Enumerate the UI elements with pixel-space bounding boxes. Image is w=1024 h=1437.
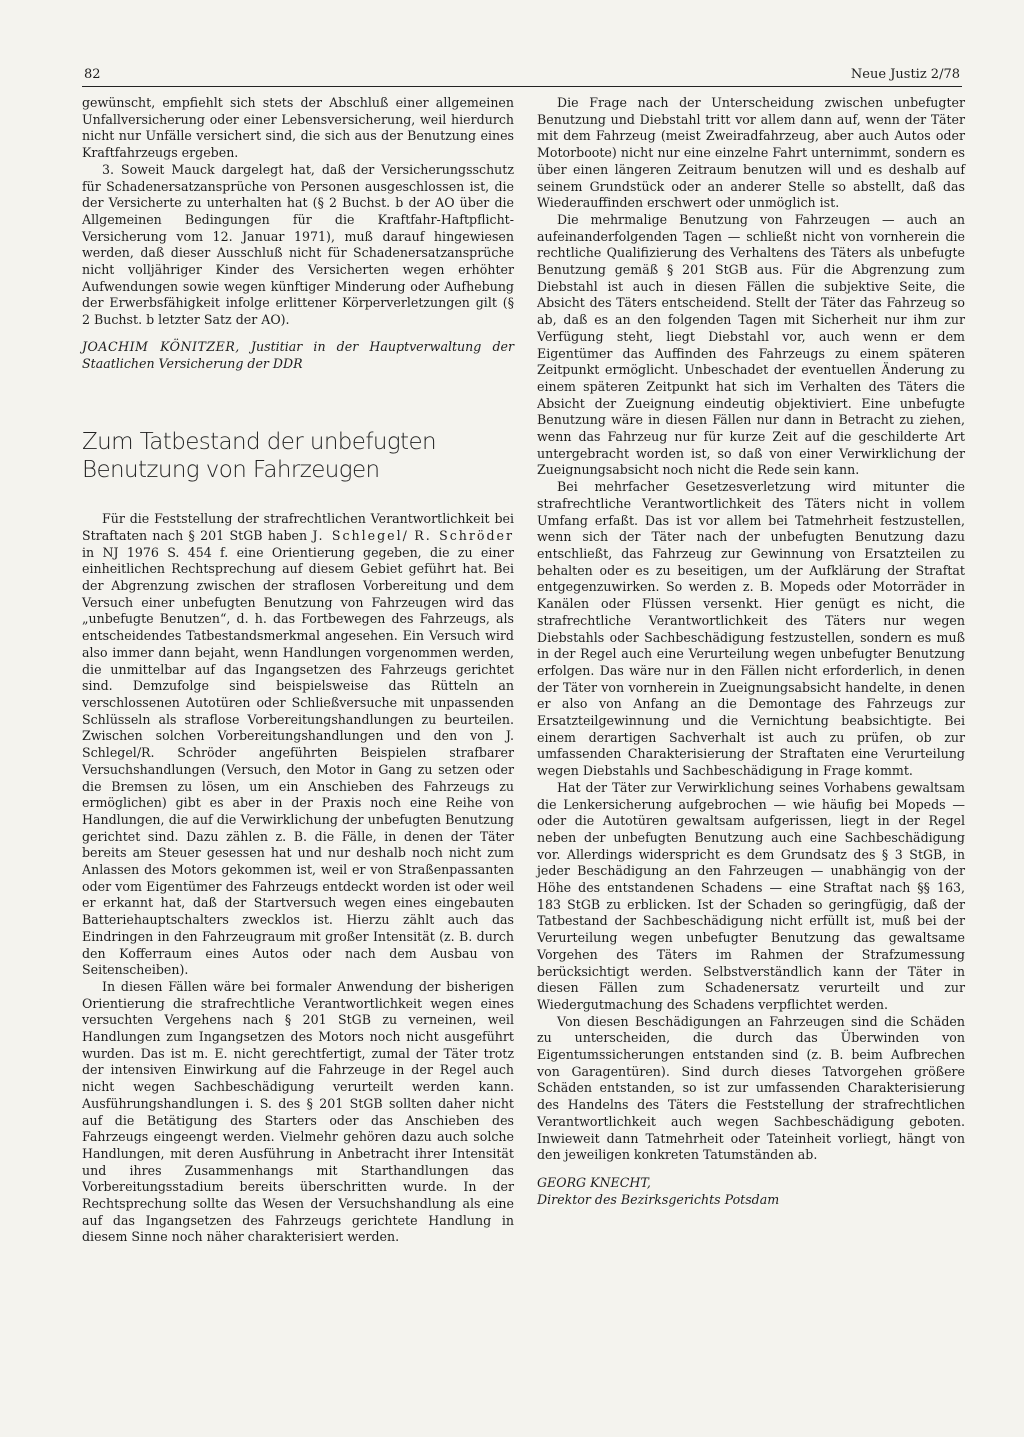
signature-role-knecht: Direktor des Bezirksgerichts Potsdam <box>537 1192 780 1207</box>
page-number: 82 <box>84 67 101 82</box>
signature-koenitzer <box>82 339 514 372</box>
signature-knecht <box>537 1174 965 1208</box>
journal-issue: Neue Justiz 2/78 <box>850 67 960 82</box>
left-paragraph-1: gewünscht, empfiehlt sich stets der Abschluß einer allgemeinen Unfallversicherung oder einer Lebensversicherung, weil hierdurch nicht nur Unfälle versichert sind, die sich aus der Benutzung eines Kraftfahrzeugs ergeben. <box>82 95 514 161</box>
right-paragraph-4: Hat der Täter zur Verwirklichung seines Vorhabens gewaltsam die Lenkersicherung aufgebrochen — wie häufig bei Mopeds — oder die Autotüren gewaltsam aufgerissen, liegt in der Regel neben der unbefugten Benutzung auch eine Sachbeschädigung vor. Allerdings widerspricht es dem Grundsatz des § 3 StGB, in jeder Beschädigung an den Fahrzeugen — unabhängig von der Höhe des entstandenen Schadens — eine Straftat nach §§ 163, 183 StGB zu erblicken. Ist der Schaden so geringfügig, daß der Tatbestand der Sachbeschädigung nicht erfüllt ist, muß bei der Verurteilung wegen unbefugter Benutzung das gewaltsame Vorgehen des Täters im Rahmen der Strafzumessung berücksichtigt werden. Selbstverständlich kann der Täter in diesen Fällen zum Schadenersatz verurteilt und zur Wiedergutmachung des Schadens verpflichtet werden. <box>537 779 965 1012</box>
page-header <box>82 64 962 87</box>
p3-text-b: in NJ 1976 S. 454 f. eine Orientierung gegeben, die zu einer einheitlichen Rechtsprechung auf diesem Gebiet geführt hat. Bei der Abgrenzung zwischen der straflosen Vorbereitung und dem Versuch einer unbefugten Benutzung von Fahrzeugen wird das „unbefugte Benutzen“, d. h. das Fortbewegen des Fahrzeugs, als entscheidendes Tatbestandsmerkmal angesehen. Ein Versuch wird also immer dann bejaht, wenn Handlungen vorgenommen werden, die unmittelbar auf das Ingangsetzen des Fahrzeugs gerichtet sind. Demzufolge sind beispielsweise das Rütteln an verschlossenen Autotüren oder Schließversuche mit unpassenden Schlüsseln als straflose Vorbereitungshandlungen zu beurteilen. Zwischen solchen Vorbereitungshandlungen und den von J. Schlegel/R. Schröder angeführten Beispielen strafbarer Versuchshandlungen (Versuch, den Motor in Gang zu setzen oder die Bremsen zu lösen, um ein Anschieben des Fahrzeugs zu ermöglichen) gibt es aber in der Praxis noch eine Reihe von Handlungen, die auf die Verwirklichung der unbefugten Benutzung gerichtet sind. Dazu zählen z. B. die Fälle, in denen der Täter bereits am Steuer gesessen hat und nur deshalb noch nicht zum Anlassen des Motors gekommen ist, weil er von Straßenpassanten oder vom Eigentümer des Fahrzeugs entdeckt worden ist oder weil er erkannt hat, daß der Startversuch wegen eines eingebauten Batteriehauptschalters zwecklos ist. Hierzu zählt auch das Eindringen in den Fahrzeugraum mit großer Intensität (z. B. durch den Kofferraum eines Autos oder nach dem Ausbau von Seitenscheiben). <box>82 544 514 978</box>
article-title: Zum Tatbestand der unbefugten Benutzung von Fahrzeugen <box>82 429 436 484</box>
left-paragraph-3 <box>82 511 514 979</box>
left-paragraph-4: In diesen Fällen wäre bei formaler Anwendung der bisherigen Orientierung die strafrechtliche Verantwortlichkeit wegen eines versuchten Vergehens nach § 201 StGB zu verneinen, weil Handlungen zum Ingangsetzen des Motors noch nicht ausgeführt wurden. Das ist m. E. nicht gerechtfertigt, zumal der Täter trotz der intensiven Einwirkung auf die Fahrzeuge in der Regel auch nicht wegen Sachbeschädigung verurteilt werden kann. Ausführungshandlungen i. S. des § 201 StGB sollten daher nicht auf die Betätigung des Starters oder das Anschieben des Fahrzeugs eingeengt werden. Vielmehr gehören dazu auch solche Handlungen, mit deren Ausführung in Anbetracht ihrer Intensität und ihres Zusammenhangs mit Starthandlungen das Vorbereitungsstadium bereits überschritten wurde. In der Rechtsprechung sollte das Wesen der Versuchshandlung als eine auf das Ingangsetzen des Fahrzeugs gerichtete Handlung in diesem Sinne noch näher charakterisiert werden. <box>82 978 514 1245</box>
author-schroeder: R. Schröder <box>414 527 514 543</box>
right-paragraph-5: Von diesen Beschädigungen an Fahrzeugen sind die Schäden zu unterscheiden, die durch das Überwinden von Eigentumssicherungen entstanden sind (z. B. beim Aufbrechen von Garagentüren). Sind durch dieses Tatvorgehen größere Schäden entstanden, so ist zur umfassenden Charakterisierung des Handelns des Täters die Feststellung der strafrechtlichen Verantwortlichkeit auch wegen Sachbeschädigung geboten. Inwieweit dann Tatmehrheit oder Tateinheit vorliegt, hängt von den jeweiligen konkreten Tatumständen ab. <box>537 1013 965 1163</box>
signature-name-knecht: GEORG KNECHT, <box>537 1175 651 1190</box>
left-paragraph-2: 3. Soweit Mauck dargelegt hat, daß der Versicherungsschutz für Schadenersatzansprüche von Personen ausgeschlossen ist, die der Versicherte zu unterhalten hat (§ 2 Buchst. b der AO über die Allgemeinen Bedingungen für die Kraftfahr-Haftpflicht-Versicherung vom 12. Januar 1971), muß darauf hingewiesen werden, daß dieser Ausschluß nicht für Schadenersatzansprüche nicht volljähriger Kinder des Versicherten wegen erhöhter Aufwendungen sowie wegen künftiger Minderung oder Aufhebung der Erwerbsfähigkeit infolge erlittener Körperverletzungen gilt (§ 2 Buchst. b letzter Satz der AO). <box>82 161 514 328</box>
right-column <box>537 95 965 1208</box>
right-paragraph-1: Die Frage nach der Unterscheidung zwischen unbefugter Benutzung und Diebstahl tritt vor allem dann auf, wenn der Täter mit dem Fahrzeug (meist Zweiradfahrzeug, aber auch Autos oder Motorboote) nicht nur eine einzelne Fahrt unternimmt, sondern es über einen längeren Zeitraum benutzen will und es deshalb auf seinem Grundstück oder an anderer Stelle so abstellt, daß das Wiederauffinden erschwert oder unmöglich ist. <box>537 95 965 211</box>
left-column <box>82 95 514 1246</box>
signature-role: Justitiar in der Hauptverwaltung der Staatlichen Versicherung der DDR <box>82 338 514 371</box>
author-schlegel: J. Schlegel/ <box>312 527 409 543</box>
right-paragraph-3: Bei mehrfacher Gesetzesverletzung wird mitunter die strafrechtliche Verantwortlichkeit des Täters nicht in vollem Umfang erfaßt. Das ist vor allem bei Tatmehrheit festzustellen, wenn sich der Täter nach der unbefugten Benutzung dazu entschließt, das Fahrzeug zur Gewinnung von Ersatzteilen zu behalten oder es zu beseitigen, um der Aufklärung der Straftat entgegenzuwirken. So werden z. B. Mopeds oder Motorräder in Kanälen oder Flüssen versenkt. Hier genügt es nicht, die strafrechtliche Verantwortlichkeit des Täters nur wegen Diebstahls oder Sachbeschädigung festzustellen, sondern es muß in der Regel auch eine Verurteilung wegen unbefugter Benutzung erfolgen. Das wäre nur in den Fällen nicht erforderlich, in denen der Täter von vornherein in Zueignungsabsicht handelte, in denen er also von Anfang an die Demontage des Fahrzeugs zur Ersatzteilgewinnung und die Vernichtung beabsichtigte. Bei einem derartigen Sachverhalt ist auch zu prüfen, ob zur umfassenden Charakterisierung der Straftaten eine Verurteilung wegen Diebstahls und Sachbeschädigung in Frage kommt. <box>537 479 965 779</box>
right-paragraph-2: Die mehrmalige Benutzung von Fahrzeugen — auch an aufeinanderfolgenden Tagen — schließt nicht von vornherein die rechtliche Qualifizierung des Verhaltens des Täters als unbefugte Benutzung gemäß § 201 StGB aus. Für die Abgrenzung zum Diebstahl ist auch in diesen Fällen die subjektive Seite, die Absicht des Täters entscheidend. Stellt der Täter das Fahrzeug so ab, daß es an den folgenden Tagen mit Sicherheit nur ihm zur Verfügung steht, liegt Diebstahl vor, auch wenn er dem Eigentümer das Auffinden des Fahrzeugs zu einem späteren Zeitpunkt ermöglicht. Unbeschadet der eventuellen Änderung zu einem späteren Zeitpunkt hat sich im Verhalten des Täters die Absicht der Zueignung eindeutig objektiviert. Eine unbefugte Benutzung wäre in diesen Fällen nur dann in Betracht zu ziehen, wenn das Fahrzeug nur für kurze Zeit auf die geschilderte Art untergebracht worden ist, so daß von einer Verwirklichung der Zueignungsabsicht noch nicht die Rede sein kann. <box>537 211 965 478</box>
signature-name: JOACHIM KÖNITZER, <box>82 338 240 354</box>
p3-text-a: Für die Feststellung der strafrechtlichen Verantwortlichkeit bei Straftaten nach § 201 StGB haben <box>82 511 514 543</box>
